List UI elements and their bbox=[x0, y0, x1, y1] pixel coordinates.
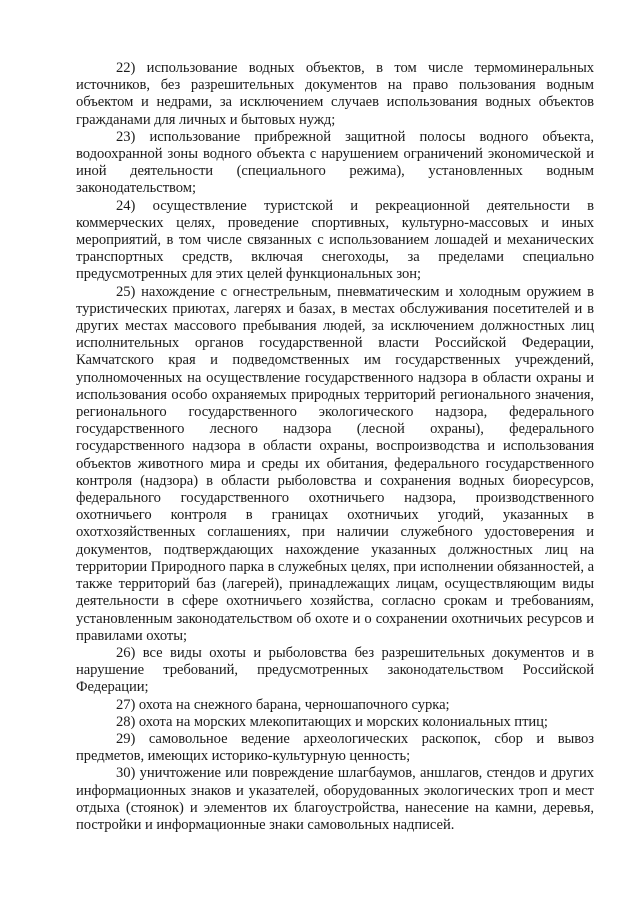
list-item-25: 25) нахождение с огнестрельным, пневматическим и холодным оружием в туристических приютах, лагерях и базах, в местах обслуживания посетителей и в других местах массового пребывания людей, за исключением должностных лиц исполнительных органов государственной власти Российской Федерации, Камчатского края и подведомственных им государственных учреждений, уполномоченных на осуществление государственного надзора в области охраны и использования особо охраняемых природных территорий регионального значения, регионального государственного экологического надзора, федерального государственного лесного надзора (лесной охраны), федерального государственного надзора в области охраны, воспроизводства и использования объектов животного мира и среды их обитания, федерального государственного контроля (надзора) в области рыболовства и сохранения водных биоресурсов, федерального государственного охотничьего надзора, производственного охотничьего контроля в границах охотничьих угодий, указанных в охотхозяйственных соглашениях, при наличии служебного удостоверения и документов, подтверждающих нахождение указанных должностных лиц на территории Природного парка в служебных целях, при исполнении обязанностей, а также территорий баз (лагерей), принадлежащих лицам, осуществляющим виды деятельности в сфере охотничьего хозяйства, согласно срокам и требованиям, установленным законодательством об охоте и о сохранении охотничьих ресурсов и правилами охоты; bbox=[76, 283, 594, 644]
list-item-28: 28) охота на морских млекопитающих и морских колониальных птиц; bbox=[116, 713, 548, 730]
list-item-24: 24) осуществление туристской и рекреационной деятельности в коммерческих целях, проведение спортивных, культурно-массовых и иных мероприятий, в том числе связанных с использованием лошадей и механических транспортных средств, включая снегоходы, за пределами специально предусмотренных для этих целей функциональных зон; bbox=[76, 197, 594, 283]
list-item-29: 29) самовольное ведение археологических раскопок, сбор и вывоз предметов, имеющих историко-культурную ценность; bbox=[76, 730, 594, 765]
list-item-26: 26) все виды охоты и рыболовства без разрешительных документов и в нарушение требований, предусмотренных законодательством Российской Федерации; bbox=[76, 644, 594, 696]
document-page bbox=[76, 60, 594, 834]
list-item-27: 27) охота на снежного барана, черношапочного сурка; bbox=[116, 696, 450, 713]
list-item-23: 23) использование прибрежной защитной полосы водного объекта, водоохранной зоны водного объекта с нарушением ограничений экономической и иной деятельности (специального режима), установленных водным законодательством; bbox=[76, 128, 594, 197]
list-item-22: 22) использование водных объектов, в том числе термоминеральных источников, без разрешительных документов на право пользования водным объектом и недрами, за исключением случаев использования водных объектов гражданами для личных и бытовых нужд; bbox=[76, 60, 594, 128]
list-item-30: 30) уничтожение или повреждение шлагбаумов, аншлагов, стендов и других информационных знаков и указателей, оборудованных экологических троп и мест отдыха (стоянок) и элементов их благоустройства, нанесение на камни, деревья, постройки и информационные знаки самовольных надписей. bbox=[76, 765, 594, 833]
